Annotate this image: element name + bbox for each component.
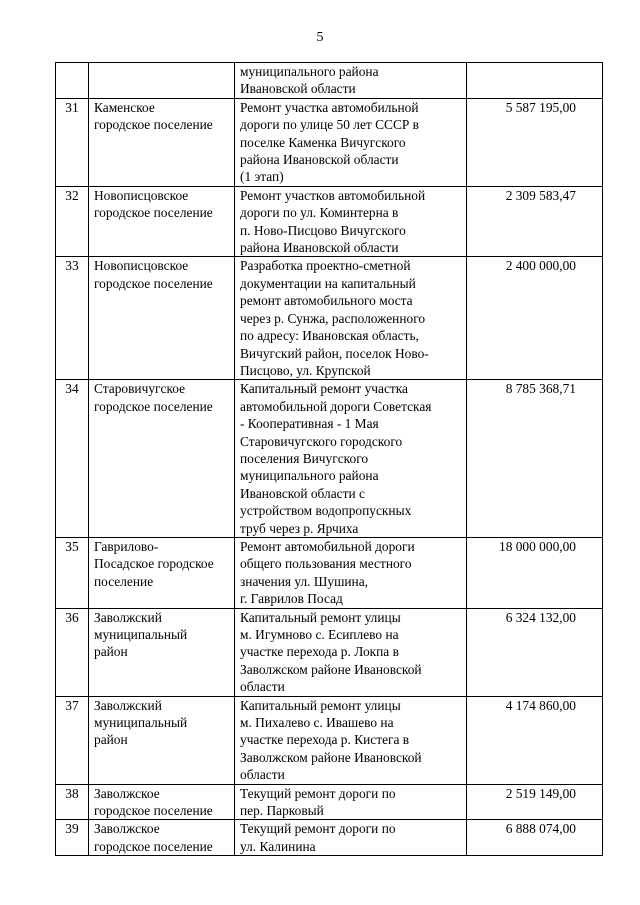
cell-object — [235, 63, 467, 99]
cell-recipient — [89, 63, 235, 99]
recipient-line: Гаврилово- — [94, 538, 159, 554]
row-number: 39 — [56, 820, 89, 856]
page-number: 5 — [316, 30, 324, 45]
cell-recipient — [89, 820, 235, 856]
recipient-line: район — [94, 644, 128, 660]
cell-recipient — [89, 608, 235, 696]
object-line: Вичугский район, поселок Ново- — [240, 345, 429, 361]
recipient-line: городское поселение — [94, 275, 213, 291]
object-line: Ремонт участка автомобильной — [240, 99, 419, 115]
object-line: участке перехода р. Кистега в — [240, 732, 410, 748]
table-row — [56, 380, 603, 538]
row-number: 33 — [56, 257, 89, 380]
object-line: Ремонт участков автомобильной — [240, 187, 426, 203]
object-line: Капитальный ремонт улицы — [240, 697, 401, 713]
cell-object — [235, 608, 467, 696]
object-line: - Кооперативная - 1 Мая — [240, 416, 379, 432]
cell-amount: 2 519 149,00 — [467, 784, 603, 820]
object-line: Ивановской области — [240, 81, 356, 97]
object-line: области — [240, 679, 285, 695]
row-number: 37 — [56, 696, 89, 784]
cell-amount: 6 888 074,00 — [467, 820, 603, 856]
recipient-line: Заволжский — [94, 697, 162, 713]
object-line: района Ивановской области — [240, 152, 399, 168]
row-number: 34 — [56, 380, 89, 538]
recipient-line: городское поселение — [94, 803, 213, 819]
object-line: автомобильной дороги Советская — [240, 398, 432, 414]
cell-recipient — [89, 98, 235, 186]
cell-num — [56, 63, 89, 99]
recipient-line: городское поселение — [94, 117, 213, 133]
object-line: общего пользования местного — [240, 556, 412, 572]
cell-amount: 5 587 195,00 — [467, 98, 603, 186]
recipient-line: Новописцовское — [94, 258, 189, 274]
object-line: дороги по улице 50 лет СССР в — [240, 117, 420, 133]
object-line: Заволжском районе Ивановской — [240, 749, 422, 765]
cell-object — [235, 784, 467, 820]
object-line: Капитальный ремонт улицы — [240, 609, 401, 625]
object-line: муниципального района — [240, 64, 379, 79]
object-line: ул. Калинина — [240, 838, 316, 854]
cell-amount: 2 309 583,47 — [467, 186, 603, 257]
recipient-line: городское поселение — [94, 838, 213, 854]
row-number: 36 — [56, 608, 89, 696]
object-line: труб через р. Ярчиха — [240, 520, 359, 536]
row-number: 38 — [56, 784, 89, 820]
cell-object — [235, 257, 467, 380]
recipient-line: городское поселение — [94, 398, 213, 414]
object-line: п. Ново-Писцово Вичугского — [240, 222, 406, 238]
table-row — [56, 537, 603, 608]
table-row — [56, 186, 603, 257]
row-number: 32 — [56, 186, 89, 257]
recipient-line: Посадское городское — [94, 556, 214, 572]
table-row — [56, 257, 603, 380]
cell-recipient — [89, 380, 235, 538]
recipient-line: Старовичугское — [94, 381, 186, 397]
cell-amount: 2 400 000,00 — [467, 257, 603, 380]
recipient-line: поселение — [94, 573, 154, 589]
recipient-line: район — [94, 732, 128, 748]
object-line: пер. Парковый — [240, 803, 324, 819]
object-line: устройством водопропускных — [240, 503, 412, 519]
recipient-line: Каменское — [94, 99, 155, 115]
recipient-line: муниципальный — [94, 627, 188, 642]
cell-amount: 18 000 000,00 — [467, 537, 603, 608]
recipient-line: Новописцовское — [94, 187, 189, 203]
object-line: дороги по ул. Коминтерна в — [240, 205, 399, 221]
object-line: района Ивановской области — [240, 240, 399, 256]
cell-recipient — [89, 186, 235, 257]
recipient-line: Заволжское — [94, 785, 160, 801]
cell-amount — [467, 63, 603, 99]
object-line: через р. Сунжа, расположенного — [240, 310, 426, 326]
object-line: по адресу: Ивановская область, — [240, 328, 419, 344]
cell-amount: 8 785 368,71 — [467, 380, 603, 538]
row-number: 31 — [56, 98, 89, 186]
object-line: значения ул. Шушина, — [240, 573, 369, 589]
cell-object — [235, 186, 467, 257]
object-line: поселения Вичугского — [240, 450, 369, 466]
object-line: Писцово, ул. Крупской — [240, 362, 371, 378]
object-line: (1 этап) — [240, 169, 284, 185]
recipient-line: Заволжский — [94, 609, 162, 625]
cell-object — [235, 98, 467, 186]
object-line: Капитальный ремонт участка — [240, 381, 408, 397]
recipient-line: Заволжское — [94, 821, 160, 837]
recipient-line: городское поселение — [94, 205, 213, 221]
object-line: Ивановской области с — [240, 485, 365, 501]
table-row — [56, 820, 603, 856]
allocation-table — [55, 62, 603, 856]
object-line: Текущий ремонт дороги по — [240, 821, 396, 837]
table-body — [56, 63, 603, 856]
cell-recipient — [89, 257, 235, 380]
object-line: ремонт автомобильного моста — [240, 293, 413, 309]
object-line: поселке Каменка Вичугского — [240, 134, 406, 150]
object-line: муниципального района — [240, 468, 379, 484]
table-row-continued — [56, 63, 603, 99]
table-row — [56, 98, 603, 186]
cell-recipient — [89, 537, 235, 608]
object-line: Заволжском районе Ивановской — [240, 661, 422, 677]
table-row — [56, 608, 603, 696]
cell-object — [235, 537, 467, 608]
table-row — [56, 696, 603, 784]
cell-recipient — [89, 696, 235, 784]
object-line: Разработка проектно-сметной — [240, 258, 411, 274]
object-line: м. Пихалево с. Ивашево на — [240, 715, 394, 731]
object-line: документации на капитальный — [240, 275, 416, 291]
cell-object — [235, 820, 467, 856]
row-number: 35 — [56, 537, 89, 608]
cell-object — [235, 380, 467, 538]
table-row — [56, 784, 603, 820]
object-line: Текущий ремонт дороги по — [240, 785, 396, 801]
cell-recipient — [89, 784, 235, 820]
cell-object — [235, 696, 467, 784]
object-line: области — [240, 767, 285, 783]
cell-amount: 4 174 860,00 — [467, 696, 603, 784]
cell-amount: 6 324 132,00 — [467, 608, 603, 696]
recipient-line: муниципальный — [94, 715, 188, 731]
object-line: м. Игумново с. Есиплево на — [240, 627, 399, 642]
object-line: Ремонт автомобильной дороги — [240, 538, 415, 554]
object-line: Старовичугского городского — [240, 433, 403, 449]
object-line: участке перехода р. Локпа в — [240, 644, 399, 660]
object-line: г. Гаврилов Посад — [240, 591, 343, 607]
